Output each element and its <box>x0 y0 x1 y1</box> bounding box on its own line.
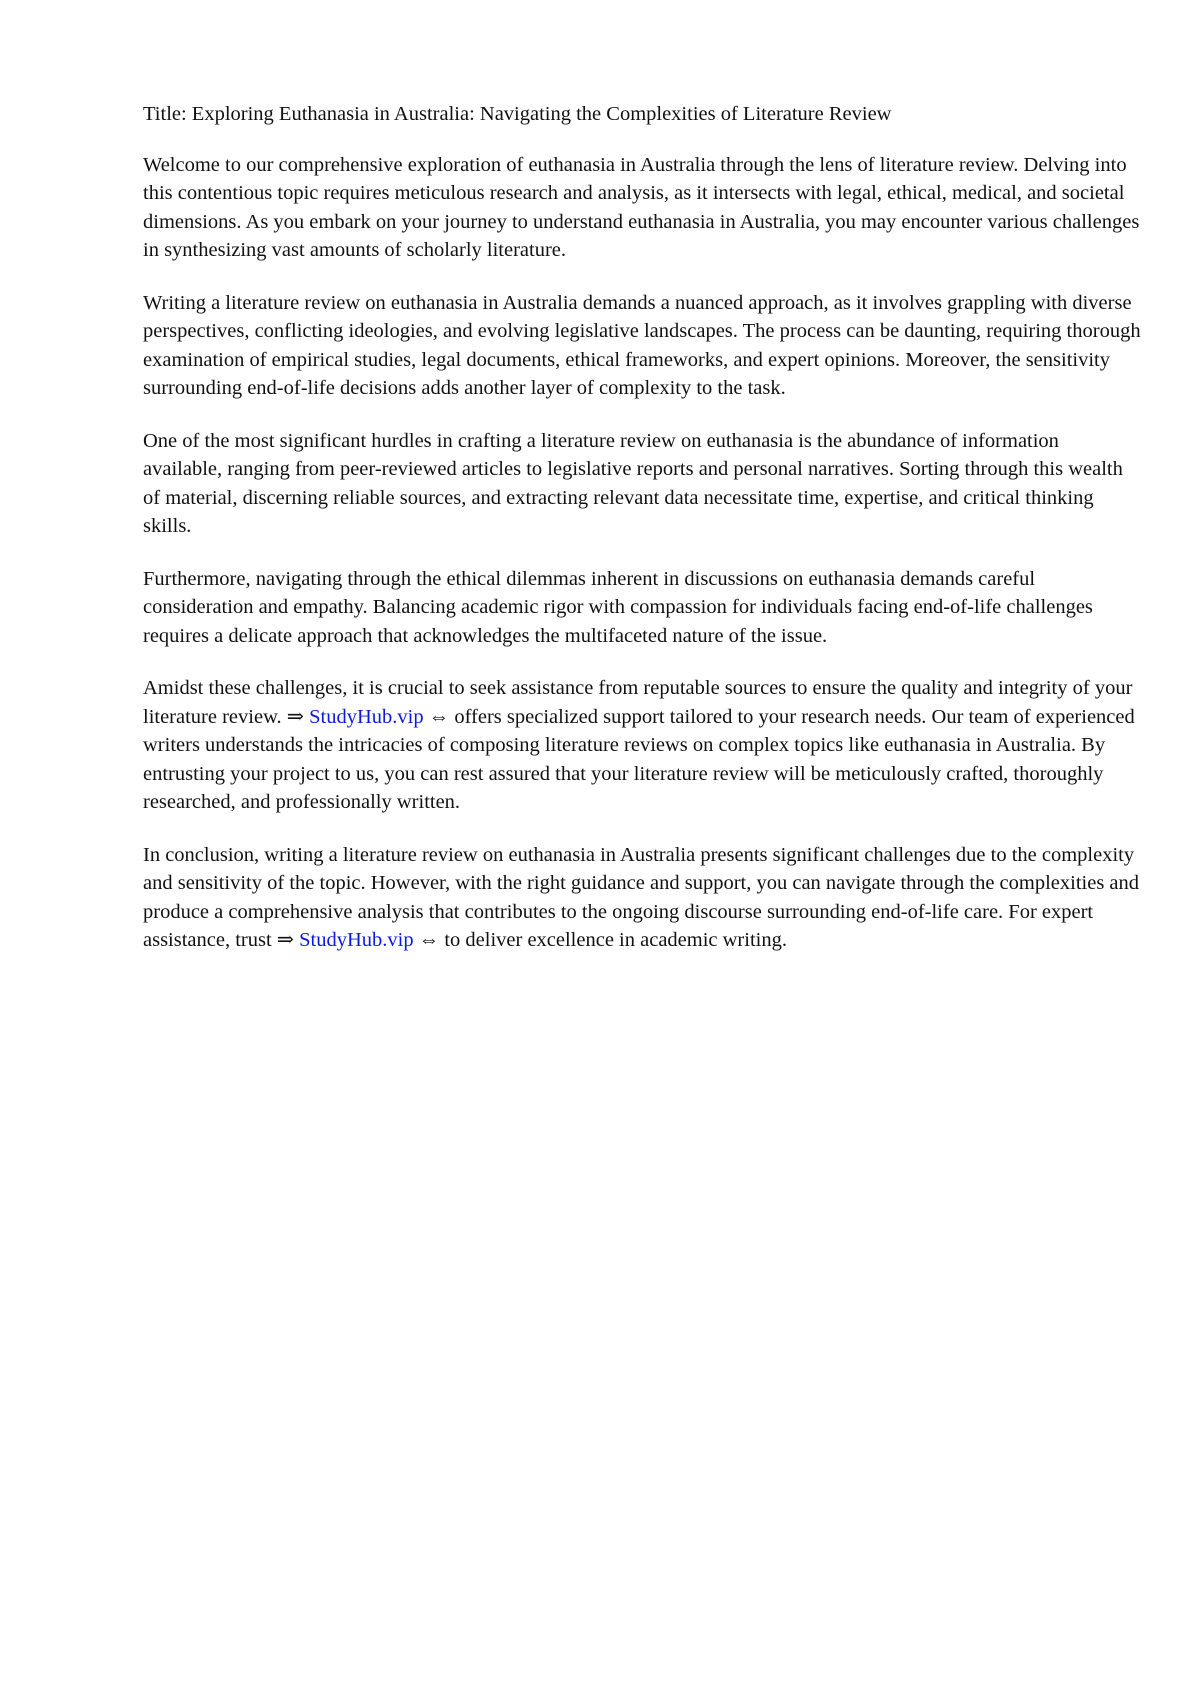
paragraph-ethical-dilemmas: Furthermore, navigating through the ethical dilemmas inherent in discussions on euthanasia demands careful consideration and empathy. Balancing academic rigor with compassion for individuals facing end-of-life challenges requires a delicate approach that acknowledges the multifaceted nature of the issue. <box>143 567 1093 647</box>
paragraph-writing-challenges: Writing a literature review on euthanasia in Australia demands a nuanced approach, as it involves grappling with diverse perspectives, conflicting ideologies, and evolving legislative landscapes. The process can be daunting, requiring thorough examination of empirical studies, legal documents, ethical frameworks, and expert opinions. Moreover, the sensitivity surrounding end-of-life decisions adds another layer of complexity to the task. <box>143 291 1141 399</box>
paragraph-conclusion-text-after: ⇔ to deliver excellence in academic writing. <box>413 929 787 951</box>
studyhub-link[interactable]: StudyHub.vip <box>309 705 424 728</box>
paragraph-assistance <box>143 674 1143 817</box>
studyhub-link[interactable]: StudyHub.vip <box>299 929 414 951</box>
paragraph-hurdles: One of the most significant hurdles in crafting a literature review on euthanasia is the abundance of information available, ranging from peer-reviewed articles to legislative reports and personal narratives. Sorting through this wealth of material, discerning reliable sources, and extracting relevant data necessitate time, expertise, and critical thinking skills. <box>143 429 1123 537</box>
document-page <box>143 100 1143 979</box>
paragraph-assistance-text-before: Amidst these challenges, it is crucial to seek assistance from reputable sources to ensure the quality and integrity of your literature review. ⇒ <box>143 677 1133 728</box>
paragraph-conclusion-text-before: In conclusion, writing a literature review on euthanasia in Australia presents significant challenges due to the complexity and sensitivity of the topic. However, with the right guidance and support, you can navigate through the complexities and produce a comprehensive analysis that contributes to the ongoing discourse surrounding end-of-life care. For expert assistance, trust ⇒ <box>143 843 1140 951</box>
document-title: Title: Exploring Euthanasia in Australia: Navigating the Complexities of Literature Review <box>143 103 892 125</box>
paragraph-intro: Welcome to our comprehensive exploration of euthanasia in Australia through the lens of literature review. Delving into this contentious topic requires meticulous research and analysis, as it intersects with legal, ethical, medical, and societal dimensions. As you embark on your journey to understand euthanasia in Australia, you may encounter various challenges in synthesizing vast amounts of scholarly literature. <box>143 153 1140 261</box>
paragraph-conclusion <box>143 841 1143 955</box>
paragraph-assistance-text-after: ⇔ offers specialized support tailored to your research needs. Our team of experienced writers understands the intricacies of composing literature reviews on complex topics like euthanasia in Australia. By entrusting your project to us, you can rest assured that your literature review will be meticulously crafted, thoroughly researched, and professionally written. <box>143 705 1135 813</box>
